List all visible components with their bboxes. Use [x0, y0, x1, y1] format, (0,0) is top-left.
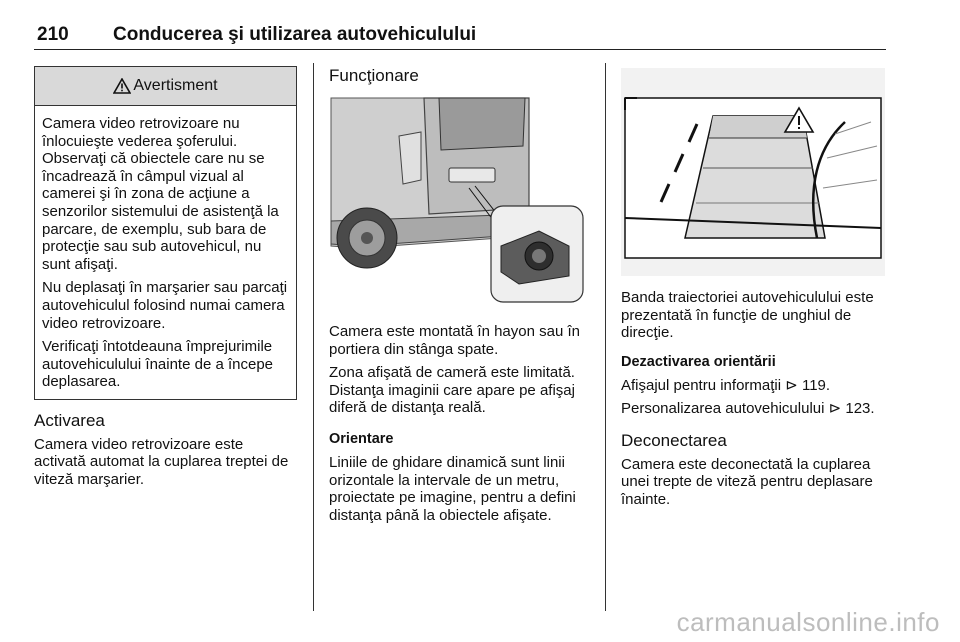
warning-body: [35, 106, 296, 391]
warning-paragraph-1: Camera video retrovizoare nu înlocuieşte vederea şoferului. Observaţi că obiectele care nu se încadrează în câmpul vizual al camerei şi în zona de acţiune a senzorilor sistemului de asistenţă la parcare, de exemplu, sub bara de protecţie sau sub autovehicul, nu sunt afişaţi.: [42, 115, 279, 273]
functionare-paragraph-1: Camera este montată în hayon sau în portiera din stânga spate.: [329, 323, 580, 358]
warning-header: [35, 67, 296, 106]
warning-title: Avertisment: [133, 77, 218, 94]
column-3-text: [621, 289, 885, 514]
section-activare: [34, 412, 296, 494]
col3-paragraph-1: Banda traiectoriei autovehiculului este prezentată în funcţie de unghiul de direcţie.: [621, 289, 874, 342]
page-number: 210: [37, 24, 69, 45]
column-divider-2: [605, 63, 606, 611]
header-rule: [34, 49, 886, 50]
section-functionare: [329, 323, 593, 530]
column-divider-1: [313, 63, 314, 611]
warning-triangle-icon: [113, 78, 131, 94]
dezactivare-text: Afişajul pentru informaţii ⊳ 119.: [621, 376, 831, 394]
watermark: carmanualsonline.info: [676, 607, 940, 637]
functionare-paragraph-2: Zona afişată de cameră este limitată. Distanţa imaginii care apare pe afişaj diferă de distanţa reală.: [329, 364, 575, 417]
warning-paragraph-2: Nu deplasaţi în marşarier sau parcaţi autovehiculul folosind numai camera video retrovizoare.: [42, 279, 288, 332]
camera-location-figure: [329, 96, 585, 308]
heading-orientare: Orientare: [329, 430, 394, 447]
heading-functionare: Funcţionare: [329, 66, 419, 85]
page-header: [37, 24, 476, 46]
orientare-text: Liniile de ghidare dinamică sunt linii orizontale la intervale de un metru, proiectate pe imagine, pentru a defini distanţa până la obiectele afişate.: [329, 453, 576, 524]
heading-functionare-wrap: [329, 67, 591, 91]
heading-dezactivare: Dezactivarea orientării: [621, 353, 776, 370]
activare-text: Camera video retrovizoare este activată automat la cuplarea treptei de viteză marşarier.: [34, 435, 289, 488]
heading-activare: Activarea: [34, 411, 105, 430]
guidance-lines-figure: [621, 68, 885, 276]
heading-deconectare: Deconectarea: [621, 430, 727, 450]
deconectare-text: Camera este deconectată la cuplarea unei trepte de viteză pentru deplasare înainte.: [621, 455, 873, 508]
personalizare-text: Personalizarea autovehiculului ⊳ 123.: [621, 400, 875, 418]
warning-paragraph-3: Verificaţi întotdeauna împrejurimile autovehiculului înainte de a începe deplasarea.: [42, 338, 274, 391]
warning-box: [34, 66, 297, 400]
page-title: Conducerea şi utilizarea autovehiculului: [113, 24, 477, 45]
